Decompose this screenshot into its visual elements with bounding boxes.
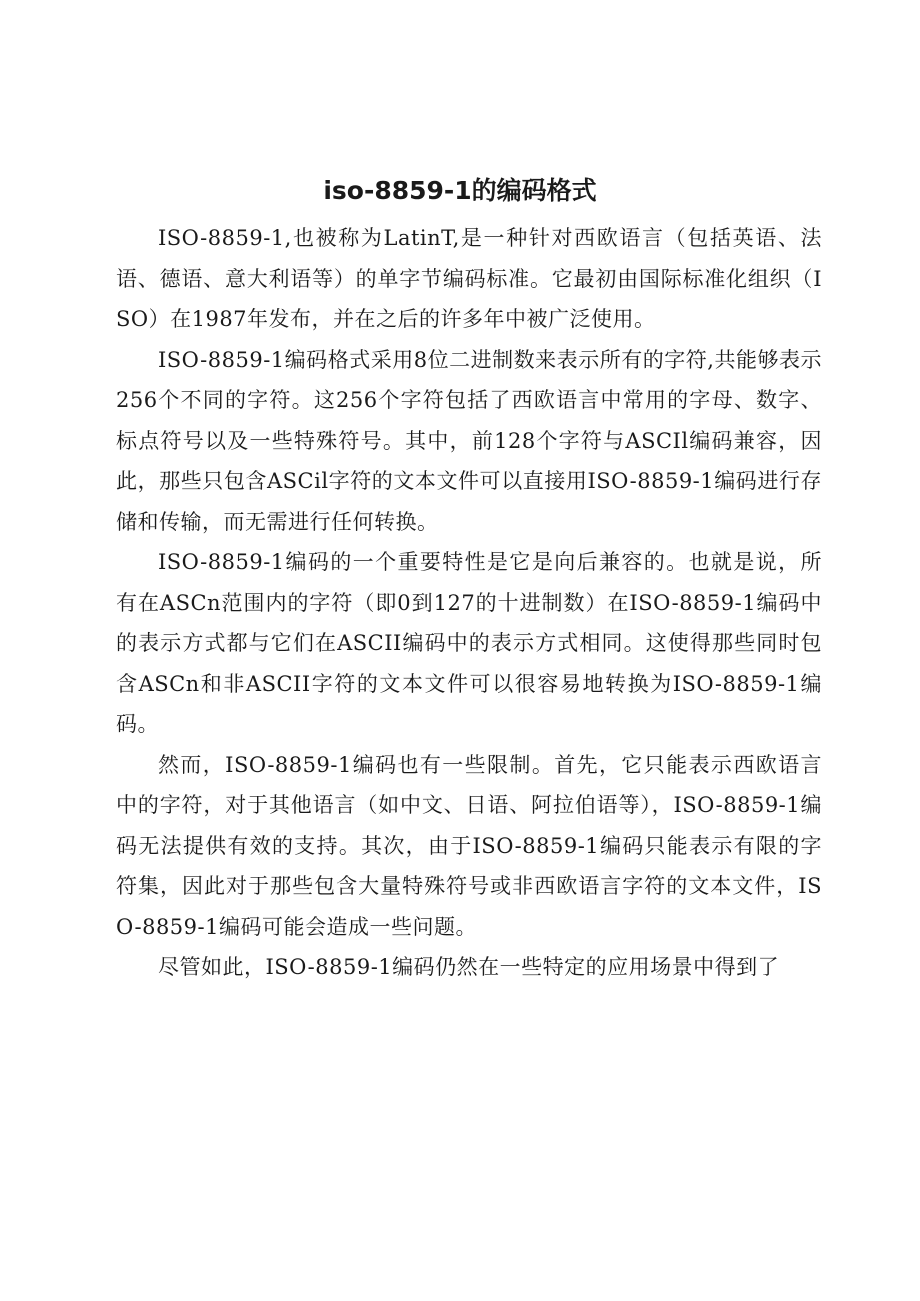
page-title: iso-8859-1的编码格式 <box>323 176 597 205</box>
paragraph-4: 然而，ISO-8859-1编码也有一些限制。首先，它只能表示西欧语言中的字符，对于其他语言（如中文、日语、阿拉伯语等），ISO-8859-1编码无法提供有效的支持。其次，由于ISO-8859-1编码只能表示有限的字符集，因此对于那些包含大量特殊符号或非西欧语言字符的文本文件，ISO-8859-1编码可能会造成一些问题。 <box>116 752 822 939</box>
document-body <box>116 218 822 988</box>
paragraph-2: ISO-8859-1编码格式采用8位二进制数来表示所有的字符,共能够表示256个不同的字符。这256个字符包括了西欧语言中常用的字母、数字、标点符号以及一些特殊符号。其中，前128个字符与ASCIl编码兼容，因此，那些只包含ASCil字符的文本文件可以直接用ISO-8859-1编码进行存储和传输，而无需进行任何转换。 <box>116 347 822 534</box>
paragraph-3: ISO-8859-1编码的一个重要特性是它是向后兼容的。也就是说，所有在ASCn范围内的字符（即0到127的十进制数）在ISO-8859-1编码中的表示方式都与它们在ASCII编码中的表示方式相同。这使得那些同时包含ASCn和非ASCII字符的文本文件可以很容易地转换为ISO-8859-1编码。 <box>116 550 822 736</box>
paragraph-5: 尽管如此，ISO-8859-1编码仍然在一些特定的应用场景中得到了 <box>158 955 780 979</box>
paragraph-1: ISO-8859-1,也被称为LatinT,是一种针对西欧语言（包括英语、法语、德语、意大利语等）的单字节编码标准。它最初由国际标准化组织（ISO）在1987年发布，并在之后的许多年中被广泛使用。 <box>116 226 822 331</box>
